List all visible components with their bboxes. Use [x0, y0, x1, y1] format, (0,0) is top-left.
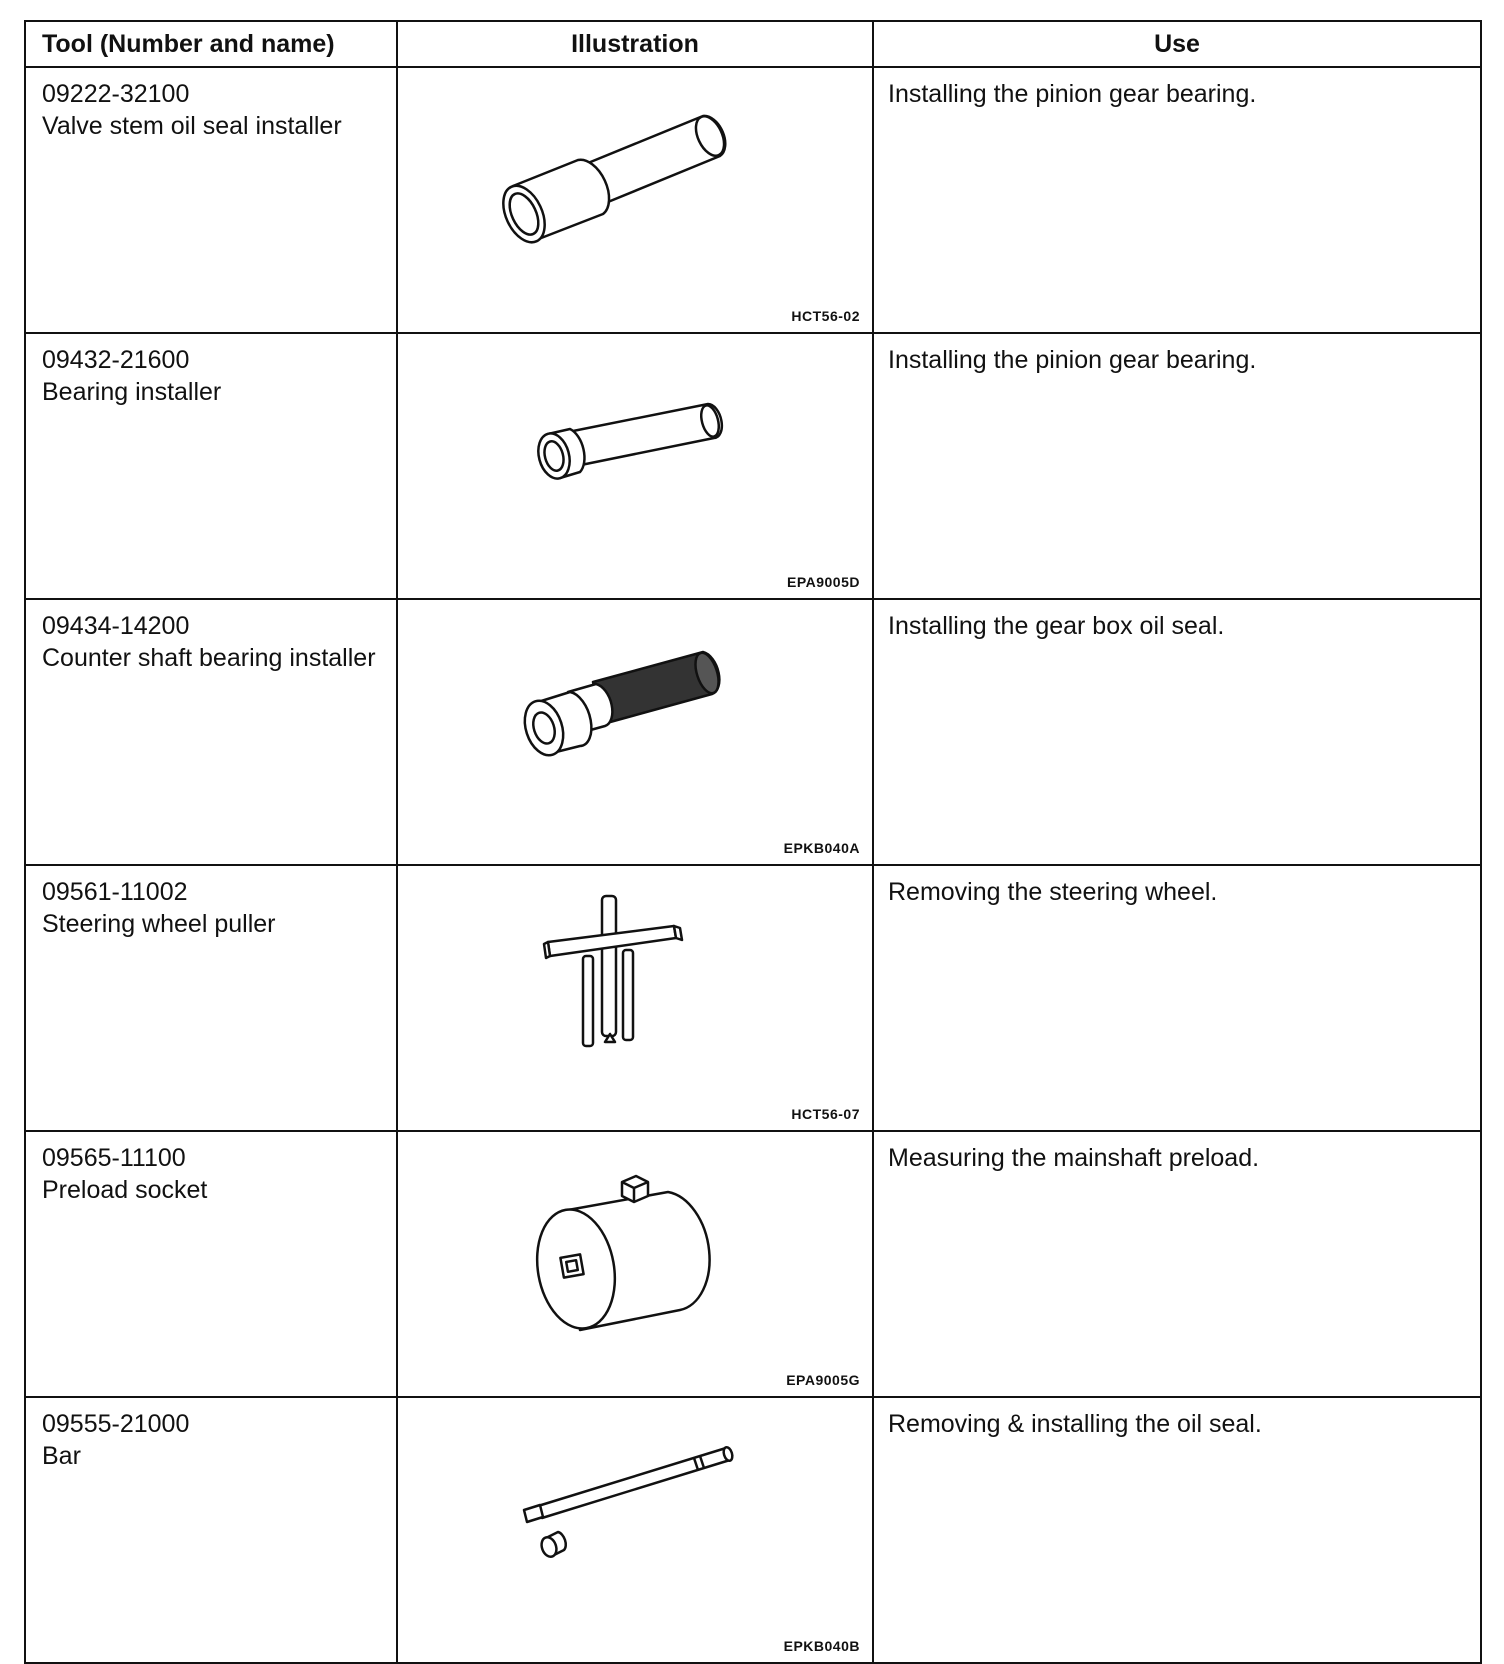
tool-name: Bearing installer [42, 378, 222, 406]
tool-name: Preload socket [42, 1176, 208, 1204]
figure-code: EPA9005D [786, 574, 860, 590]
illustration-cell [397, 67, 873, 333]
illustration-cell [397, 865, 873, 1131]
figure-code: EPA9005G [786, 1372, 860, 1388]
header-use: Use [873, 21, 1481, 67]
tool-name: Steering wheel puller [42, 910, 276, 938]
header-tool: Tool (Number and name) [25, 21, 397, 67]
figure-code: HCT56-07 [791, 1106, 860, 1122]
special-tools-page [24, 20, 1480, 1664]
bar-tool-icon [398, 1398, 874, 1652]
counter-shaft-bearing-installer-icon [398, 600, 874, 854]
table-header-row [25, 21, 1481, 67]
tool-cell [25, 1131, 397, 1397]
tool-number: 09561-11002 [42, 878, 188, 906]
illustration-cell [397, 1131, 873, 1397]
tool-name: Counter shaft bearing installer [42, 644, 376, 672]
illustration-cell [397, 333, 873, 599]
tool-cell [25, 865, 397, 1131]
tool-number: 09565-11100 [42, 1144, 186, 1172]
use-cell: Installing the pinion gear bearing. [873, 333, 1481, 599]
illustration-cell [397, 599, 873, 865]
preload-socket-icon [398, 1132, 874, 1386]
use-cell: Measuring the mainshaft preload. [873, 1131, 1481, 1397]
figure-code: EPKB040B [783, 1638, 860, 1654]
use-cell: Installing the pinion gear bearing. [873, 67, 1481, 333]
figure-code: HCT56-02 [791, 308, 860, 324]
tool-cell [25, 333, 397, 599]
steering-wheel-puller-icon [398, 866, 874, 1120]
table-row [25, 865, 1481, 1131]
tool-name: Valve stem oil seal installer [42, 112, 342, 140]
use-cell: Installing the gear box oil seal. [873, 599, 1481, 865]
header-illustration: Illustration [397, 21, 873, 67]
table-row [25, 599, 1481, 865]
table-row [25, 1397, 1481, 1663]
tool-number: 09434-14200 [42, 612, 190, 640]
table-row [25, 1131, 1481, 1397]
tool-cell [25, 599, 397, 865]
use-cell: Removing the steering wheel. [873, 865, 1481, 1131]
tool-cell [25, 1397, 397, 1663]
tool-cell [25, 67, 397, 333]
special-tools-table [24, 20, 1482, 1664]
table-row [25, 67, 1481, 333]
tool-number: 09222-32100 [42, 80, 190, 108]
tool-number: 09555-21000 [42, 1410, 190, 1438]
valve-stem-oil-seal-installer-icon [398, 68, 874, 322]
figure-code: EPKB040A [783, 840, 860, 856]
tool-name: Bar [42, 1442, 81, 1470]
table-row [25, 333, 1481, 599]
use-cell: Removing & installing the oil seal. [873, 1397, 1481, 1663]
illustration-cell [397, 1397, 873, 1663]
tool-number: 09432-21600 [42, 346, 190, 374]
bearing-installer-icon [398, 334, 874, 588]
